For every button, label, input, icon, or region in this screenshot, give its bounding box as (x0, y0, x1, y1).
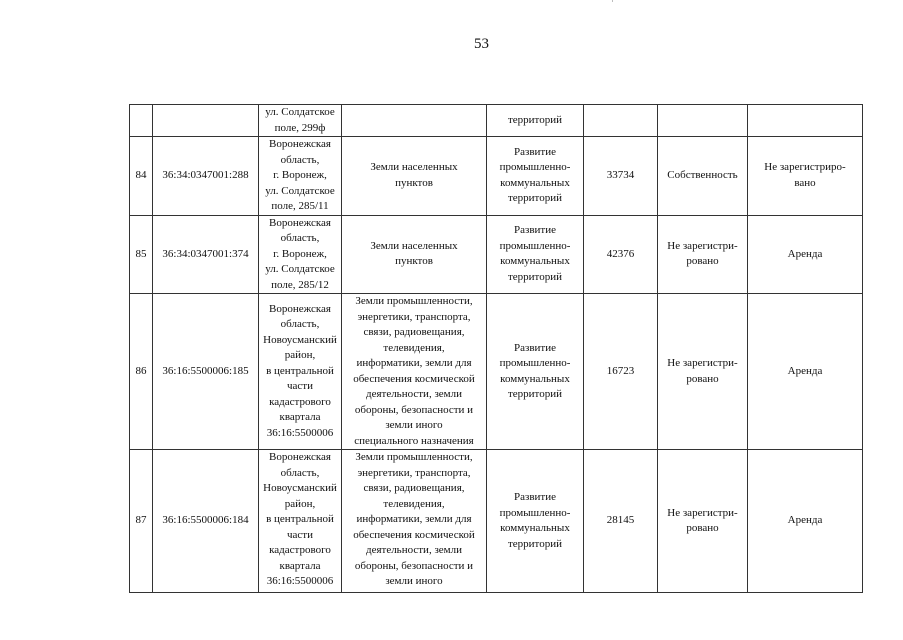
table-row (130, 137, 863, 216)
cell-line: область, (280, 318, 320, 331)
cell-line: связи, радиовещания, (363, 482, 465, 494)
cell-number: 84 (130, 137, 153, 216)
cell-line: деятельности, земли (365, 388, 463, 400)
cell-line: территорий (507, 113, 562, 126)
cell-land-category (342, 450, 487, 593)
cell-line: специального назначения (354, 434, 474, 447)
cell-line: коммунальных (500, 176, 570, 189)
cell-line: Земли населенных (370, 239, 458, 252)
cell-number: 85 (130, 215, 153, 294)
table-row (130, 294, 863, 450)
cell-line: Аренда (787, 247, 823, 260)
cell-line: коммунальных (500, 255, 570, 268)
cell-line: земли иного (385, 419, 443, 431)
scan-edge-mark (612, 0, 613, 2)
cell-line: территорий (507, 192, 562, 205)
cell-encumbrance (748, 137, 863, 216)
cell-line: обороны, безопасности и (354, 403, 474, 416)
cell-line: Аренда (787, 514, 823, 527)
cell-line: земли иного (385, 575, 443, 587)
cell-number: 87 (130, 450, 153, 593)
cell-permitted-use (487, 294, 584, 450)
cell-line: коммунальных (500, 522, 570, 534)
cell-line: Развитие (513, 341, 556, 354)
cell-line: коммунальных (500, 372, 570, 385)
cell-permitted-use (487, 450, 584, 593)
cell-line: область, (280, 232, 320, 244)
cell-permitted-use (487, 215, 584, 294)
cell-line: телевидения, (383, 497, 445, 510)
cell-line: Земли населенных (370, 161, 458, 174)
cell-right-type (658, 450, 748, 593)
cell-line: Собственность (667, 169, 738, 181)
cell-line: энергетики, транспорта, (357, 310, 471, 323)
cell-line: территорий (507, 388, 562, 400)
cell-address (259, 450, 342, 593)
cell-cadastral-number: 36:16:5500006:185 (153, 294, 259, 450)
cell-permitted-use (487, 105, 584, 137)
cell-area: 42376 (584, 215, 658, 294)
cell-number (130, 105, 153, 137)
cell-encumbrance (748, 215, 863, 294)
cell-line: пунктов (395, 255, 433, 268)
cell-line: Воронежская (268, 216, 331, 229)
cell-right-type (658, 215, 748, 294)
cell-land-category (342, 105, 487, 137)
cell-line: район, (284, 349, 316, 362)
cell-land-category (342, 294, 487, 450)
cell-line: обеспечения космической (353, 528, 475, 541)
cell-line: связи, радиовещания, (363, 326, 465, 338)
cell-line: в центральной (266, 364, 334, 377)
cell-encumbrance (748, 450, 863, 593)
cell-line: Аренда (787, 364, 823, 377)
land-plots-table (129, 104, 863, 593)
cell-line: область, (280, 466, 320, 479)
cell-line: Развитие (513, 145, 556, 158)
cell-line: обеспечения космической (353, 372, 475, 385)
cell-line: деятельности, земли (365, 544, 463, 556)
cell-line: промышленно- (499, 161, 571, 174)
cell-line: территорий (507, 270, 562, 283)
cell-cadastral-number (153, 105, 259, 137)
cell-line: информатики, земли для (356, 357, 472, 369)
cell-encumbrance (748, 105, 863, 137)
page-number: 53 (474, 36, 489, 52)
cell-area: 33734 (584, 137, 658, 216)
cell-address (259, 105, 342, 137)
cell-encumbrance (748, 294, 863, 450)
cell-line: поле, 285/12 (271, 278, 329, 291)
cell-line: г. Воронеж, (273, 247, 327, 260)
cell-line: ул. Солдатское (265, 184, 335, 197)
cell-line: 36:16:5500006 (266, 426, 334, 439)
cell-line: промышленно- (499, 239, 571, 252)
cell-line: телевидения, (383, 341, 445, 354)
table-row (130, 450, 863, 593)
cell-line: квартала (279, 559, 321, 572)
cell-line: 36:16:5500006 (266, 575, 334, 587)
cell-area (584, 105, 658, 137)
cell-permitted-use (487, 137, 584, 216)
cell-line: части (287, 380, 313, 393)
cell-number: 86 (130, 294, 153, 450)
cell-right-type (658, 137, 748, 216)
cell-line: ровано (686, 522, 719, 534)
cell-line: поле, 299ф (274, 121, 326, 134)
cell-cadastral-number: 36:34:0347001:374 (153, 215, 259, 294)
cell-line: обороны, безопасности и (354, 559, 474, 572)
cell-line: Не зарегистри- (667, 357, 738, 369)
cell-line: Воронежская (268, 138, 331, 150)
cell-line: части (287, 528, 313, 541)
cell-line: промышленно- (499, 357, 571, 369)
cell-line: квартала (279, 411, 321, 424)
cell-line: территорий (507, 537, 562, 550)
cell-area: 16723 (584, 294, 658, 450)
cell-address (259, 215, 342, 294)
cell-line: Новоусманский (263, 482, 337, 494)
cell-line: кадастрового (269, 395, 331, 408)
cell-line: Не зарегистри- (667, 506, 738, 519)
table-row (130, 215, 863, 294)
cell-line: район, (284, 497, 316, 510)
cell-line: Земли промышленности, (355, 295, 473, 307)
cell-cadastral-number: 36:34:0347001:288 (153, 137, 259, 216)
cell-line: Развитие (513, 224, 556, 237)
cell-line: Не зарегистри- (667, 239, 738, 252)
table-row (130, 105, 863, 137)
cell-cadastral-number: 36:16:5500006:184 (153, 450, 259, 593)
cell-line: в центральной (266, 513, 334, 525)
cell-line: кадастрового (269, 544, 331, 556)
cell-line: поле, 285/11 (271, 200, 329, 212)
cell-right-type (658, 105, 748, 137)
cell-land-category (342, 215, 487, 294)
cell-line: Не зарегистриро- (764, 161, 846, 174)
cell-line: пунктов (395, 176, 433, 189)
cell-line: Новоусманский (263, 333, 337, 346)
cell-line: ровано (686, 255, 719, 268)
cell-line: Воронежская (268, 451, 331, 463)
cell-line: г. Воронеж, (273, 169, 327, 181)
cell-line: энергетики, транспорта, (357, 466, 471, 479)
cell-line: Развитие (513, 491, 556, 503)
cell-land-category (342, 137, 487, 216)
cell-line: информатики, земли для (356, 513, 472, 525)
cell-line: ул. Солдатское (265, 263, 335, 275)
cell-line: область, (280, 153, 320, 166)
cell-line: ул. Солдатское (265, 106, 335, 118)
cell-right-type (658, 294, 748, 450)
cell-area: 28145 (584, 450, 658, 593)
cell-line: вано (794, 176, 816, 189)
cell-line: промышленно- (499, 506, 571, 519)
cell-address (259, 137, 342, 216)
cell-line: Воронежская (268, 302, 331, 315)
cell-address (259, 294, 342, 450)
cell-line: Земли промышленности, (355, 451, 473, 463)
cell-line: ровано (686, 372, 719, 385)
